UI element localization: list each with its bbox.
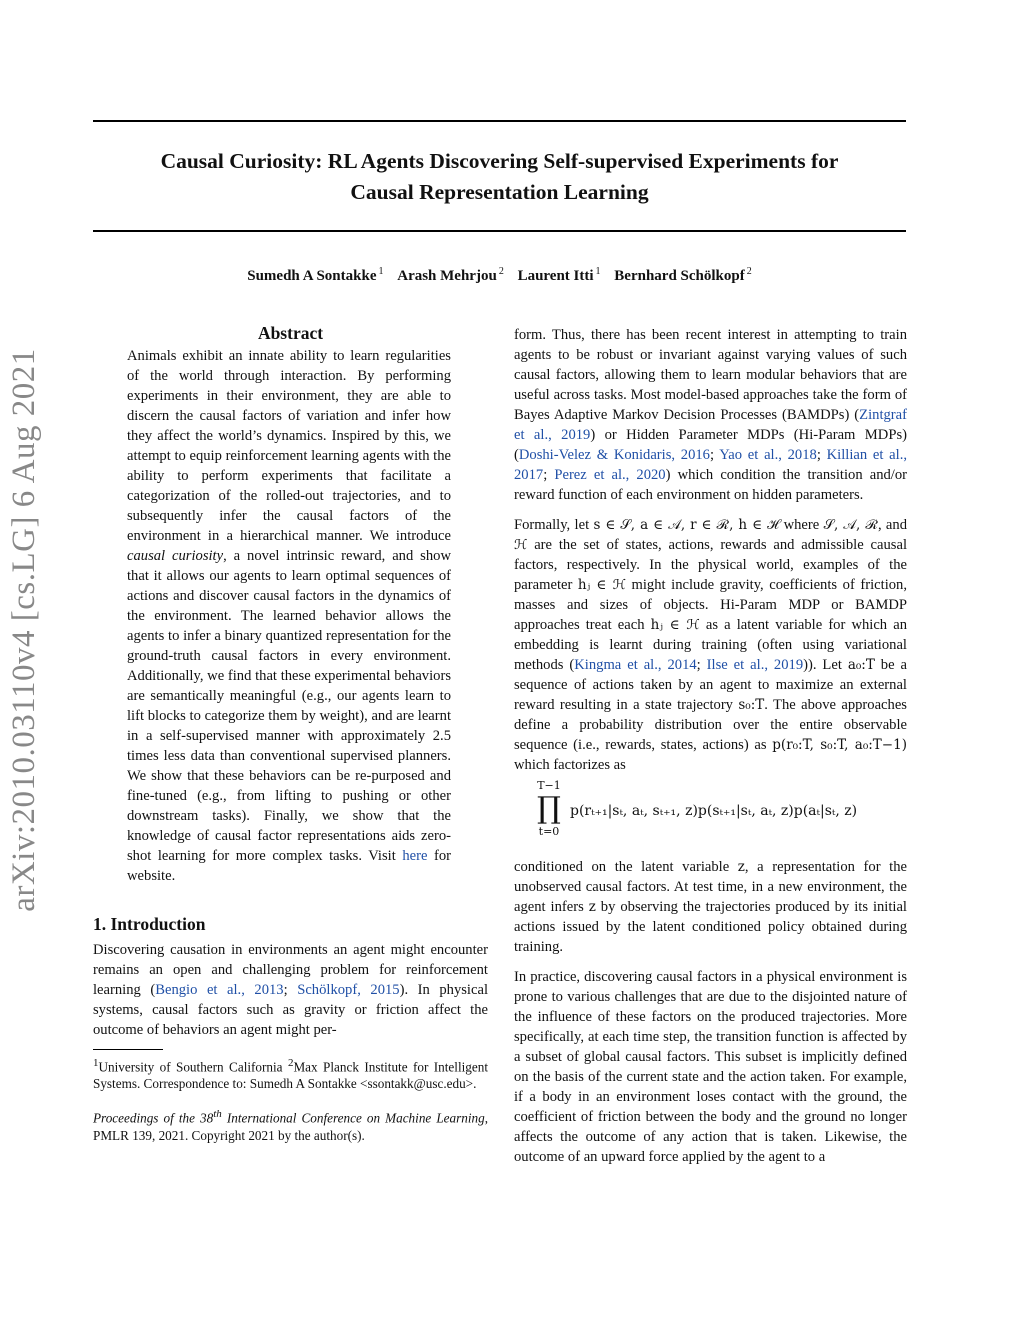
citation-link[interactable]: Kingma et al., 2014 [574, 657, 697, 673]
math-inline: s₀:T [738, 697, 765, 713]
author-list [93, 266, 906, 285]
math-inline: 𝒮, 𝒜, ℛ [823, 517, 878, 533]
introduction-heading: 1. Introduction [93, 914, 206, 934]
affiliation-footnote: $^1$University of Southern California $^2$Max Planck Institute for Intelligent Systems. Correspondence to: Sumedh A Sontakke <ssontakk@usc.edu>. [93, 1057, 488, 1092]
left-column [93, 320, 488, 1144]
citation-link[interactable]: Bengio et al., 2013 [155, 982, 284, 998]
citation-link[interactable]: Perez et al., 2020 [554, 467, 666, 483]
title-line-2: Causal Representation Learning [350, 180, 649, 204]
right-column [514, 325, 907, 1167]
author: Arash Mehrjou $^2$ [397, 266, 504, 284]
math-inline: ℋ [514, 537, 528, 553]
math-inline: a₀:T [847, 657, 875, 673]
citation-link[interactable]: Doshi-Velez & Konidaris, 2016 [518, 447, 710, 463]
paper-title [93, 146, 906, 208]
math-inline: z [588, 899, 596, 915]
math-inline: hⱼ ∈ ℋ [650, 617, 700, 633]
abstract-heading: Abstract [257, 323, 324, 343]
author: Laurent Itti $^1$ [517, 266, 601, 284]
paragraph: Formally, let s ∈ 𝒮, a ∈ 𝒜, r ∈ ℛ, h ∈ ℋ where 𝒮, 𝒜, ℛ, and ℋ are the set of states, actions, rewards and admissible causal factors, respectively. In the physical world, examples of the parameter hⱼ ∈ ℋ might include gravity, coefficients of friction, masses and sizes of objects. Hi-Param MDP or BAMDP approaches treat each hⱼ ∈ ℋ as a latent variable for which an embedding is learnt during training (often using variational methods (Kingma et al., 2014; Ilse et al., 2019)). Let a₀:T be a sequence of actions taken by an agent to maximize an external reward resulting in a state trajectory s₀:T. The above approaches define a probability distribution over the entire observable sequence (i.e., rewards, states, actions) as p(r₀:T, s₀:T, a₀:T−1) which factorizes as [514, 517, 907, 773]
citation-link[interactable]: Schölkopf, 2015 [297, 982, 400, 998]
author: Sumedh A Sontakke $^1$ [247, 266, 384, 284]
citation-link[interactable]: Zintgraf et al., 2019 [514, 407, 907, 443]
footnote-rule [93, 1049, 163, 1050]
equation-body: p(rₜ₊₁|sₜ, aₜ, sₜ₊₁, z)p(sₜ₊₁|sₜ, aₜ, z)p(aₜ|sₜ, z) [570, 803, 858, 819]
math-inline: hⱼ ∈ ℋ [577, 577, 626, 593]
abstract-text: Animals exhibit an innate ability to learn regularities of the world through interaction. By performing experiments in their environment, they are able to discern the causal factors of variation and infer how they affect the world’s dynamics. Inspired by this, we attempt to equip reinforcement learning agents with the ability to perform experiments that facilitate a categorization of the rolled-out trajectories, and to subsequently infer the causal factors of the environment in a hierarchical manner. We introduce causal curiosity, a novel intrinsic reward, and show that it allows our agents to learn optimal sequences of actions and discover causal factors in the dynamics of the environment. The learned behavior allows the agents to infer a binary quantized representation for the ground-truth causal factors in every environment. Additionally, we find that these experimental behaviors are semantically meaningful (e.g., our agents learn to lift blocks to categorize them by weight), and are learnt in a self-supervised manner with approximately 2.5 times less data than conventional supervised planners. We show that these behaviors can be re-purposed and fine-tuned (e.g., from lifting to pushing or other downstream tasks). Finally, we show that the knowledge of causal factor representations aids zero-shot learning for more complex tasks. Visit here for website. [127, 348, 452, 884]
product-operator: T−1 ∏ t=0 [537, 779, 561, 838]
paragraph: form. Thus, there has been recent interest in attempting to train agents to be robust or invariant against varying values of such causal factors, allowing them to learn modular behaviors that are useful across tasks. Most model-based approaches take the form of Bayes Adaptive Markov Decision Processes (BAMDPs) (Zintgraf et al., 2019) or Hidden Parameter MDPs (Hi-Param MDPs) (Doshi-Velez & Konidaris, 2016; Yao et al., 2018; Killian et al., 2017; Perez et al., 2020) which condition the transition and/or reward function of each environment on hidden parameters. [514, 327, 907, 503]
proceedings-note: Proceedings of the 38th International Conference on Machine Learning, PMLR 139, 2021. Copyright 2021 by the author(s). [93, 1108, 488, 1143]
math-inline: z [737, 859, 745, 875]
top-rule [93, 120, 906, 122]
paragraph: In practice, discovering causal factors in a physical environment is prone to various challenges that are due to the disjointed nature of the influence of these factors on the produced trajectories. More specifically, at each time step, the transition function is affected by a subset of global causal factors. This subset is implicitly defined on the basis of the current state and the action taken. For example, if a body in an environment loses contact with the ground, the coefficient of friction between the body and the ground no longer affects the outcome of any action that is taken. Likewise, the outcome of an upward force applied by the agent to a [514, 969, 907, 1165]
paragraph: conditioned on the latent variable z, a representation for the unobserved causal factors. At test time, in a new environment, the agent infers z by observing the trajectories produced by its initial actions issued by the latent conditioned policy obtained during training. [514, 859, 907, 955]
citation-link[interactable]: Yao et al., 2018 [719, 447, 817, 463]
math-inline: s ∈ 𝒮, a ∈ 𝒜, r ∈ ℛ, h ∈ ℋ [593, 517, 780, 533]
citation-link[interactable]: Ilse et al., 2019 [706, 657, 804, 673]
arxiv-sidebar-stamp: arXiv:2010.03110v4 [cs.LG] 6 Aug 2021 [6, 348, 42, 912]
factorization-equation [514, 779, 907, 849]
introduction-paragraph: Discovering causation in environments an agent might encounter remains an open and challenging problem for reinforcement learning (Bengio et al., 2013; Schölkopf, 2015). In physical systems, causal factors such as gravity or friction affect the outcome of behaviors an agent might per- [93, 942, 488, 1038]
website-link[interactable]: here [402, 848, 428, 864]
title-line-1: Causal Curiosity: RL Agents Discovering Self-supervised Experiments for [160, 149, 839, 173]
math-inline: p(r₀:T, s₀:T, a₀:T−1) [772, 737, 907, 753]
author: Bernhard Schölkopf $^2$ [614, 266, 752, 284]
bottom-rule [93, 230, 906, 232]
citation-link[interactable]: Killian et al., 2017 [514, 447, 907, 483]
